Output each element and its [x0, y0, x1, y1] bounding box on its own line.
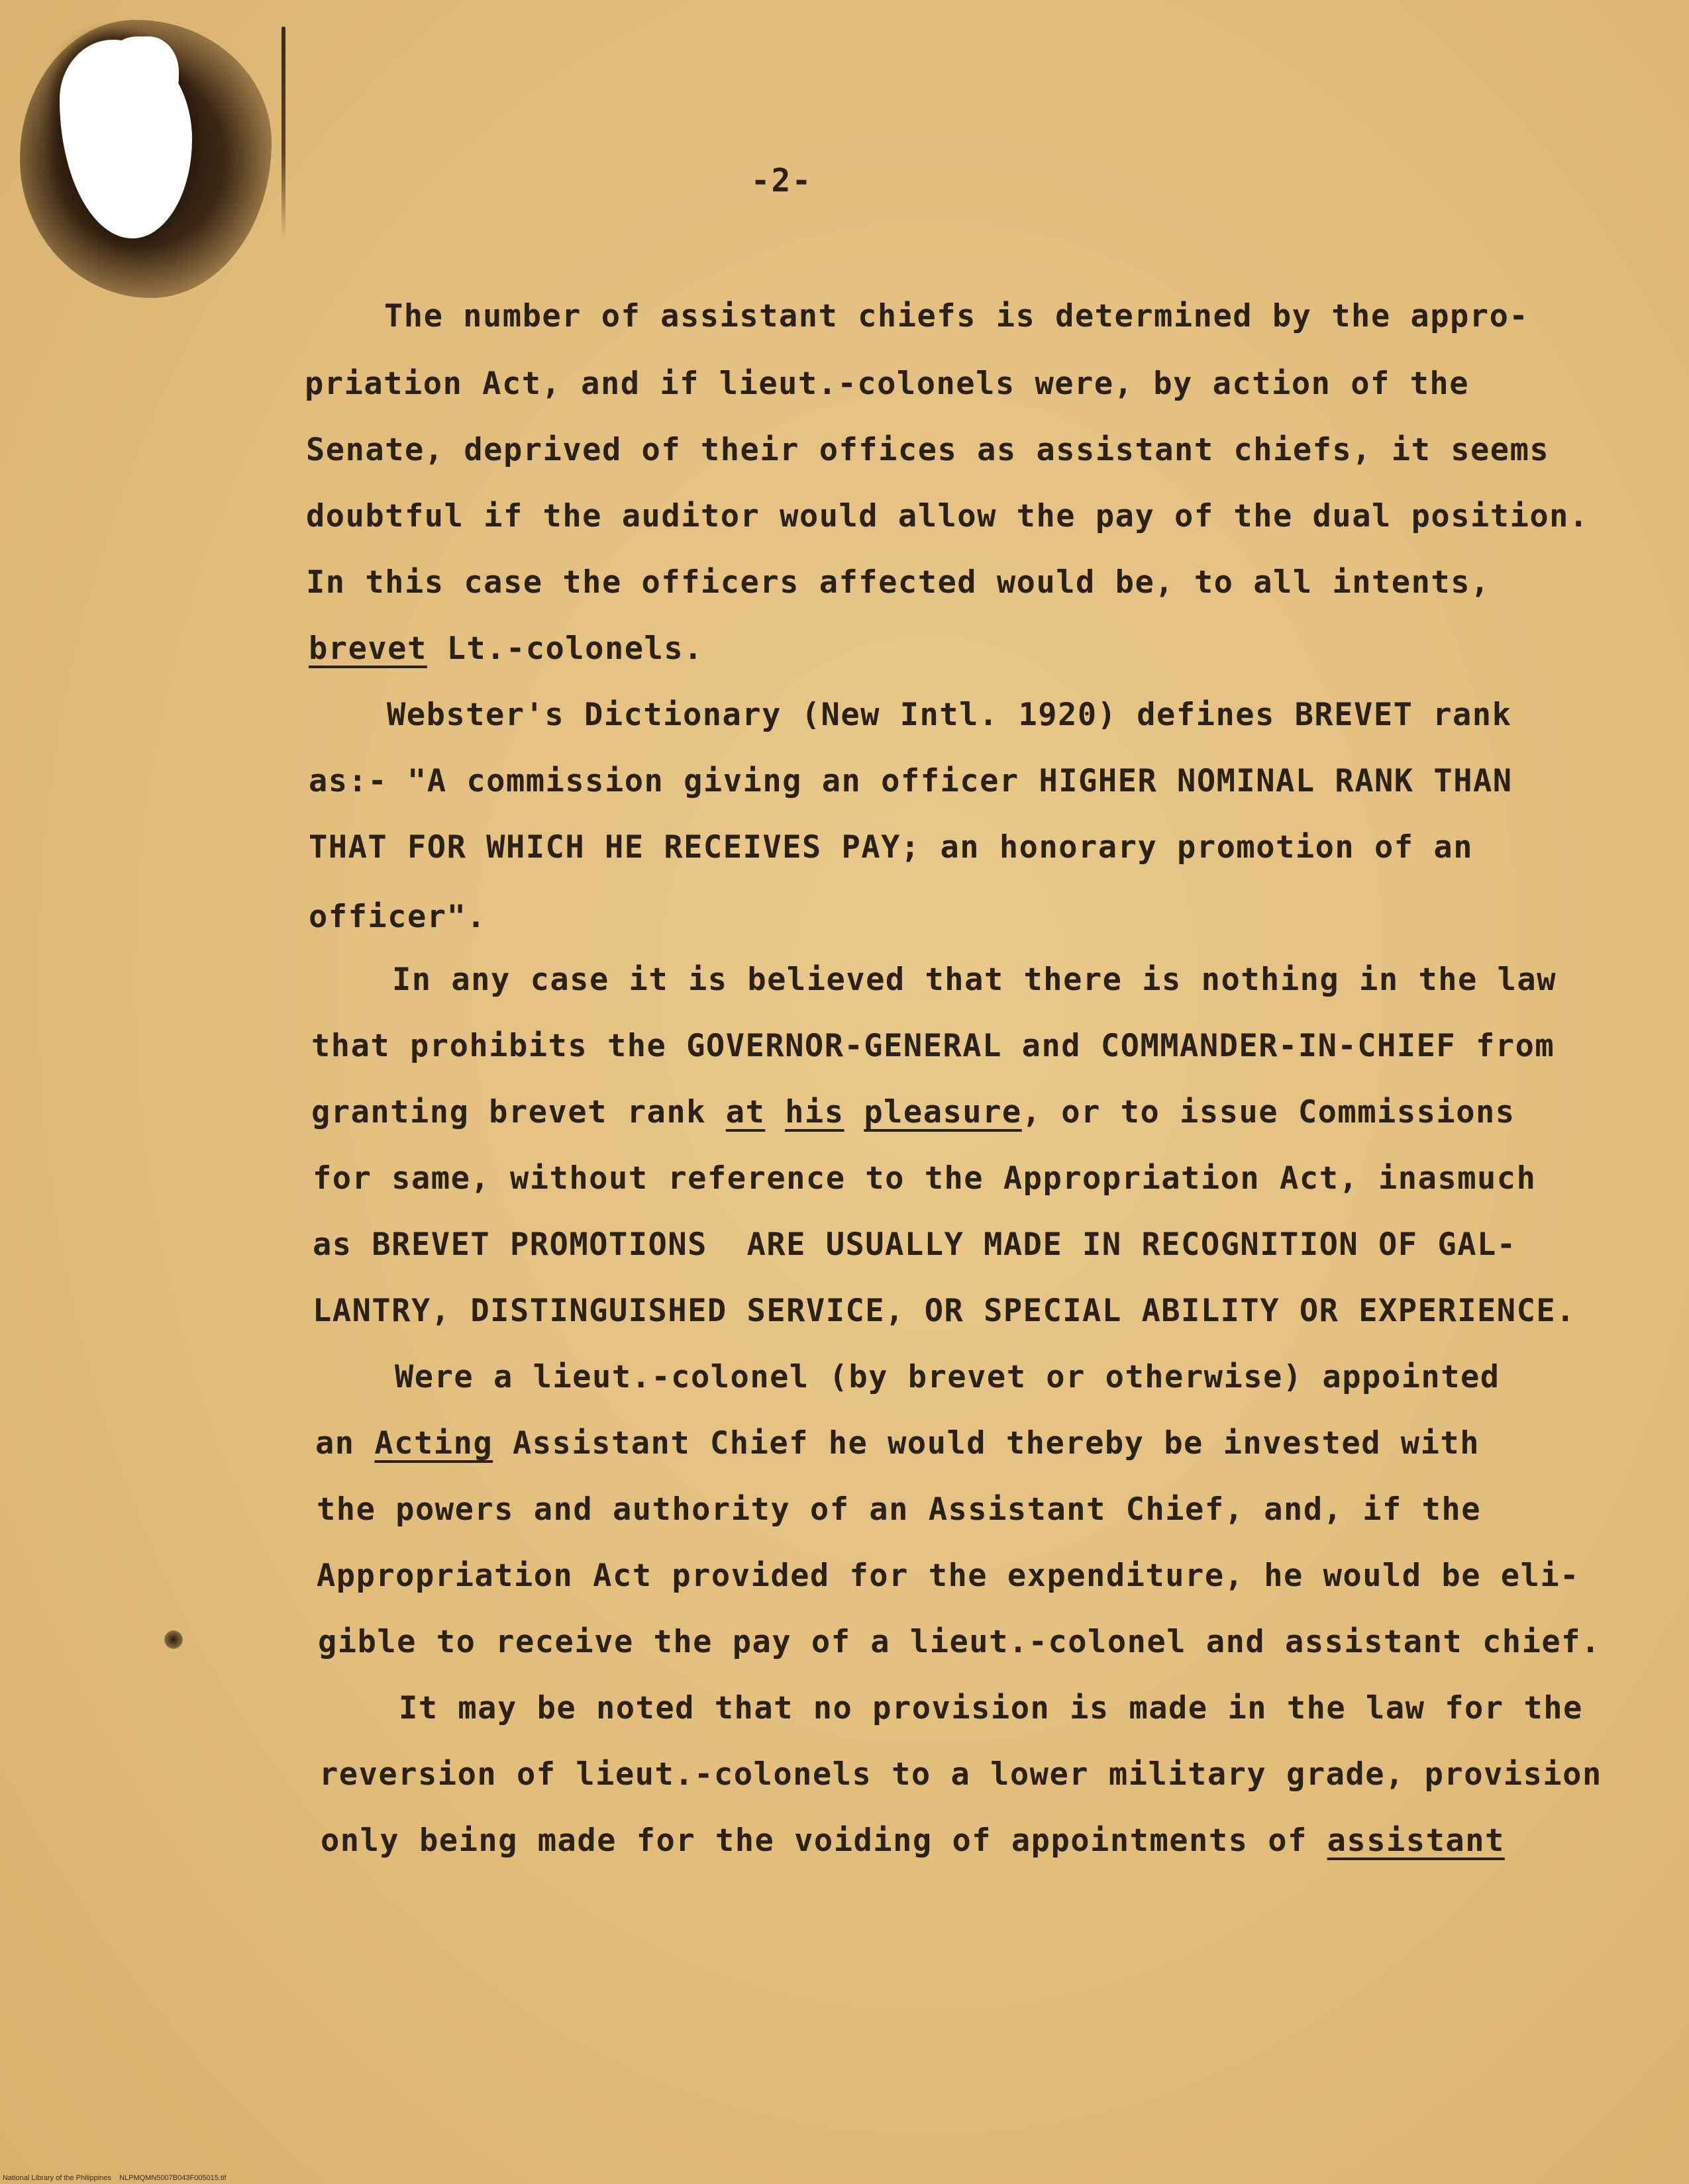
- text-line: gible to receive the pay of a lieut.-colonel and assistant chief.: [318, 1624, 1601, 1660]
- text-line: The number of assistant chiefs is determined by the appro-: [384, 298, 1529, 334]
- text-line: Were a lieut.-colonel (by brevet or otherwise) appointed: [395, 1359, 1500, 1395]
- underlined-word: assistant: [1327, 1822, 1505, 1859]
- text-line: Appropriation Act provided for the expenditure, he would be eli-: [317, 1558, 1580, 1594]
- fold-crease: [282, 26, 285, 238]
- text-line: [321, 1821, 1505, 1861]
- text-line: officer".: [309, 899, 487, 935]
- text-line: It may be noted that no provision is made in the law for the: [399, 1690, 1583, 1726]
- text-line: LANTRY, DISTINGUISHED SERVICE, OR SPECIAL ABILITY OR EXPERIENCE.: [313, 1293, 1576, 1329]
- text-line: [309, 629, 703, 669]
- text-line: [315, 1424, 1480, 1464]
- underlined-word: brevet: [309, 630, 427, 667]
- text-line: as:- "A commission giving an officer HIGHER NOMINAL RANK THAN: [309, 763, 1513, 799]
- text-line: as BREVET PROMOTIONS ARE USUALLY MADE IN RECOGNITION OF GAL-: [313, 1226, 1517, 1263]
- archive-footer: National Library of the Philippines NLPMQMN5007B043F005015.tif: [3, 2174, 227, 2182]
- text-fragment: Lt.-colonels.: [427, 630, 703, 667]
- text-line: In any case it is believed that there is nothing in the law: [392, 962, 1557, 998]
- text-line: In this case the officers affected would be, to all intents,: [306, 564, 1490, 601]
- underlined-word: Acting: [374, 1425, 493, 1462]
- text-fragment: [844, 1094, 864, 1130]
- text-fragment: , or to issue Commissions: [1021, 1094, 1515, 1130]
- text-line: Webster's Dictionary (New Intl. 1920) defines BREVET rank: [387, 697, 1512, 733]
- text-fragment: only being made for the voiding of appointments of: [321, 1822, 1327, 1859]
- text-fragment: Assistant Chief he would thereby be invested with: [493, 1425, 1480, 1462]
- underlined-word: at: [725, 1094, 766, 1130]
- text-fragment: granting brevet rank: [311, 1094, 726, 1130]
- text-line: [311, 1093, 1515, 1132]
- text-line: THAT FOR WHICH HE RECEIVES PAY; an honorary promotion of an: [309, 829, 1473, 866]
- ink-spot: [164, 1630, 183, 1649]
- page-number: -2-: [750, 162, 813, 199]
- text-line: reversion of lieut.-colonels to a lower military grade, provision: [319, 1756, 1602, 1793]
- underlined-word: pleasure: [864, 1094, 1022, 1130]
- text-line: that prohibits the GOVERNOR-GENERAL and COMMANDER-IN-CHIEF from: [311, 1028, 1555, 1064]
- text-line: Senate, deprived of their offices as assistant chiefs, it seems: [306, 432, 1550, 468]
- text-line: the powers and authority of an Assistant Chief, and, if the: [317, 1491, 1481, 1528]
- text-line: doubtful if the auditor would allow the pay of the dual position.: [306, 498, 1589, 534]
- text-line: for same, without reference to the Appropriation Act, inasmuch: [313, 1160, 1537, 1197]
- underlined-word: his: [785, 1094, 844, 1130]
- text-fragment: [765, 1094, 785, 1130]
- text-line: priation Act, and if lieut.-colonels were, by action of the: [305, 366, 1469, 402]
- text-fragment: an: [315, 1425, 375, 1462]
